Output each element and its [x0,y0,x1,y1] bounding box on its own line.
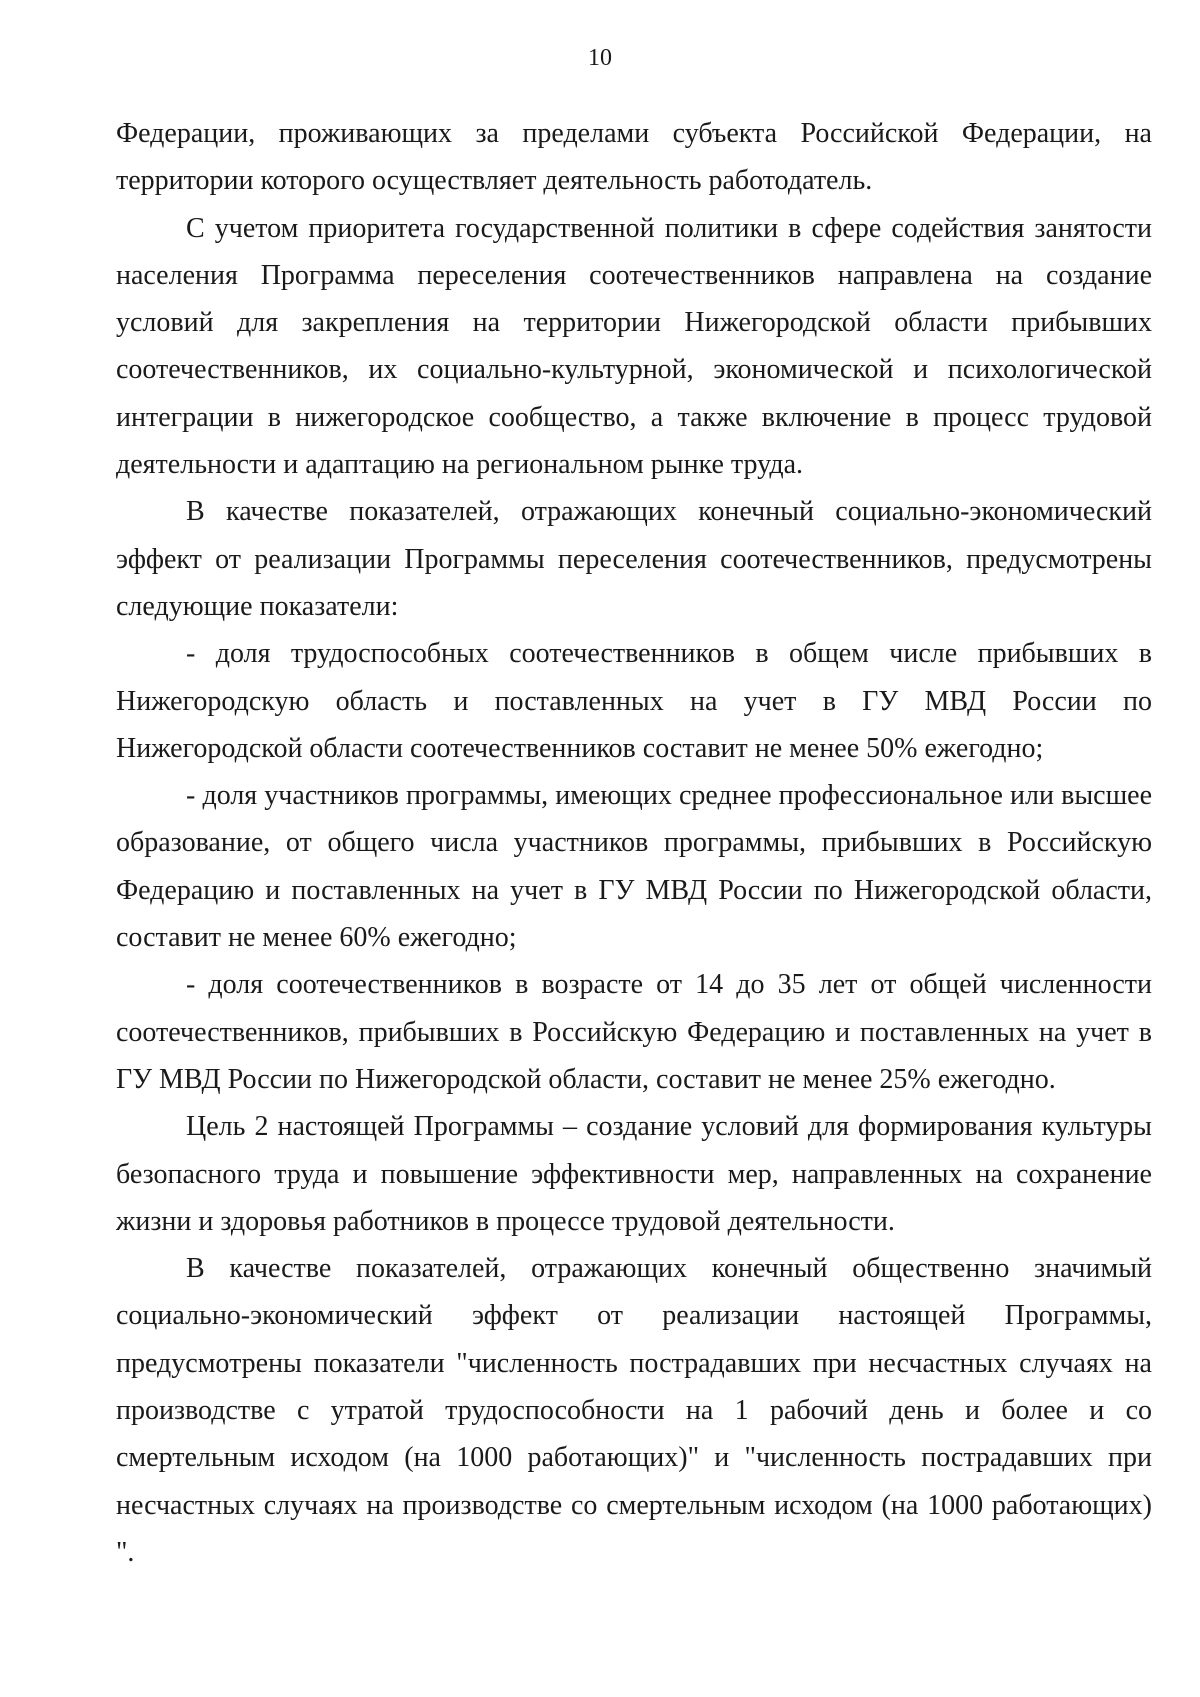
paragraph-2: С учетом приоритета государственной политики в сфере содействия занятости населения Программа переселения соотечественников направлена на создание условий для закрепления на территории Нижегородской области прибывших соотечественников, их социально-культурной, экономической и психологической интеграции в нижегородское сообщество, а также включение в процесс трудовой деятельности и адаптацию на региональном рынке труда. [116,212,1152,481]
paragraph-3: В качестве показателей, отражающих конечный социально-экономический эффект от реализации Программы переселения соотечественников, предусмотрены следующие показатели: [116,496,1152,622]
paragraph-goal-2-indicators: В качестве показателей, отражающих конечный общественно значимый социально-экономический эффект от реализации настоящей Программы, предусмотрены показатели "численность пострадавших при несчастных случаях на производстве с утратой трудоспособности на 1 рабочий день и более и со смертельным исходом (на 1000 работающих)" и "численность пострадавших при несчастных случаях на производстве со смертельным исходом (на 1000 работающих) ". [116,1253,1152,1568]
indicator-item-2: - доля участников программы, имеющих среднее профессиональное или высшее образование, от общего числа участников программы, прибывших в Российскую Федерацию и поставленных на учет в ГУ МВД России по Нижегородской области, составит не менее 60% ежегодно; [116,780,1152,954]
paragraph-goal-2: Цель 2 настоящей Программы – создание условий для формирования культуры безопасного труда и повышение эффективности мер, направленных на сохранение жизни и здоровья работников в процессе трудовой деятельности. [116,1111,1152,1237]
paragraph-1: Федерации, проживающих за пределами субъекта Российской Федерации, на территории которого осуществляет деятельность работодатель. [116,118,1152,197]
indicator-item-1: - доля трудоспособных соотечественников в общем числе прибывших в Нижегородскую область и поставленных на учет в ГУ МВД России по Нижегородской области соотечественников составит не менее 50% ежегодно; [116,638,1152,764]
document-body [116,110,1152,1576]
indicator-item-3: - доля соотечественников в возрасте от 14 до 35 лет от общей численности соотечественников, прибывших в Российскую Федерацию и поставленных на учет в ГУ МВД России по Нижегородской области, составит не менее 25% ежегодно. [116,969,1152,1095]
page-number: 10 [588,45,612,71]
